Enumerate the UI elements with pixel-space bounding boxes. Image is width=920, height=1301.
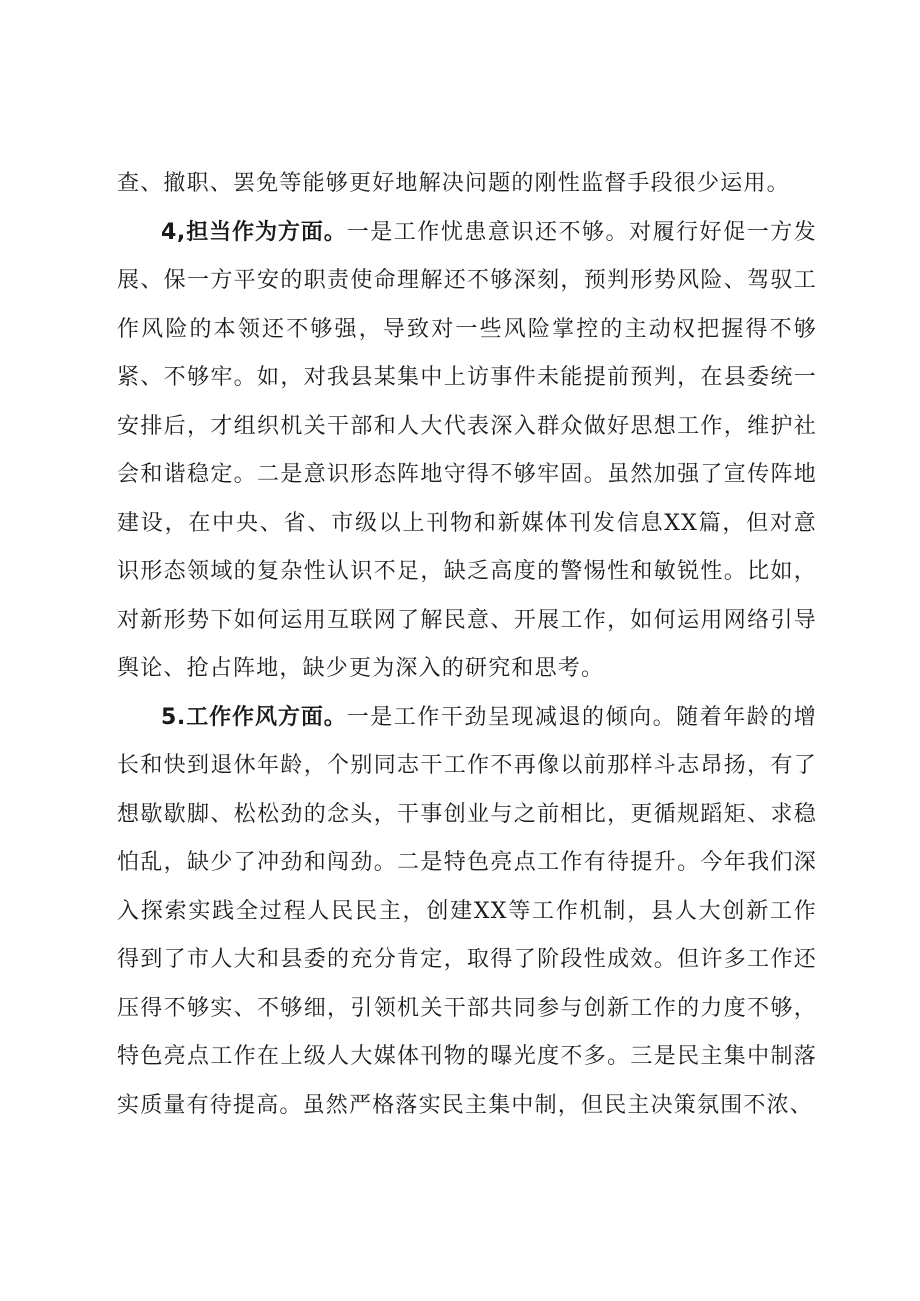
section-heading: 5.工作作风方面。 bbox=[161, 704, 347, 730]
section-heading: 4,担当作为方面。 bbox=[161, 219, 347, 245]
paragraph-section-4 bbox=[117, 209, 817, 694]
paragraph-continued bbox=[117, 160, 817, 209]
paragraph-text: 一是工作干劲呈现减退的倾向。随着年龄的增长和快到退休年龄，个别同志干工作不再像以前那样斗志昂扬，有了想歇歇脚、松松劲的念头，干事创业与之前相比，更循规蹈矩、求稳怕乱，缺少了冲劲和闯劲。二是特色亮点工作有待提升。今年我们深入探索实践全过程人民民主，创建XX等工作机制，县人大创新工作得到了市人大和县委的充分肯定，取得了阶段性成效。但许多工作还压得不够实、不够细，引领机关干部共同参与创新工作的力度不够，特色亮点工作在上级人大媒体刊物的曝光度不多。三是民主集中制落实质量有待提高。虽然严格落实民主集中制，但民主决策氛围不浓、 bbox=[117, 704, 817, 1118]
body-text bbox=[117, 160, 817, 1130]
paragraph-section-5 bbox=[117, 694, 817, 1131]
paragraph-text: 查、撤职、罢免等能够更好地解决问题的刚性监督手段很少运用。 bbox=[117, 171, 790, 196]
paragraph-text: 一是工作忧患意识还不够。对履行好促一方发展、保一方平安的职责使命理解还不够深刻，预判形势风险、驾驭工作风险的本领还不够强，导致对一些风险掌控的主动权把握得不够紧、不够牢。如，对我县某集中上访事件未能提前预判，在县委统一安排后，才组织机关干部和人大代表深入群众做好思想工作，维护社会和谐稳定。二是意识形态阵地守得不够牢固。虽然加强了宣传阵地建设，在中央、省、市级以上刊物和新媒体刊发信息XX篇，但对意识形态领域的复杂性认识不足，缺乏高度的警惕性和敏锐性。比如，对新形势下如何运用互联网了解民意、开展工作，如何运用网络引导舆论、抢占阵地，缺少更为深入的研究和思考。 bbox=[117, 219, 817, 681]
